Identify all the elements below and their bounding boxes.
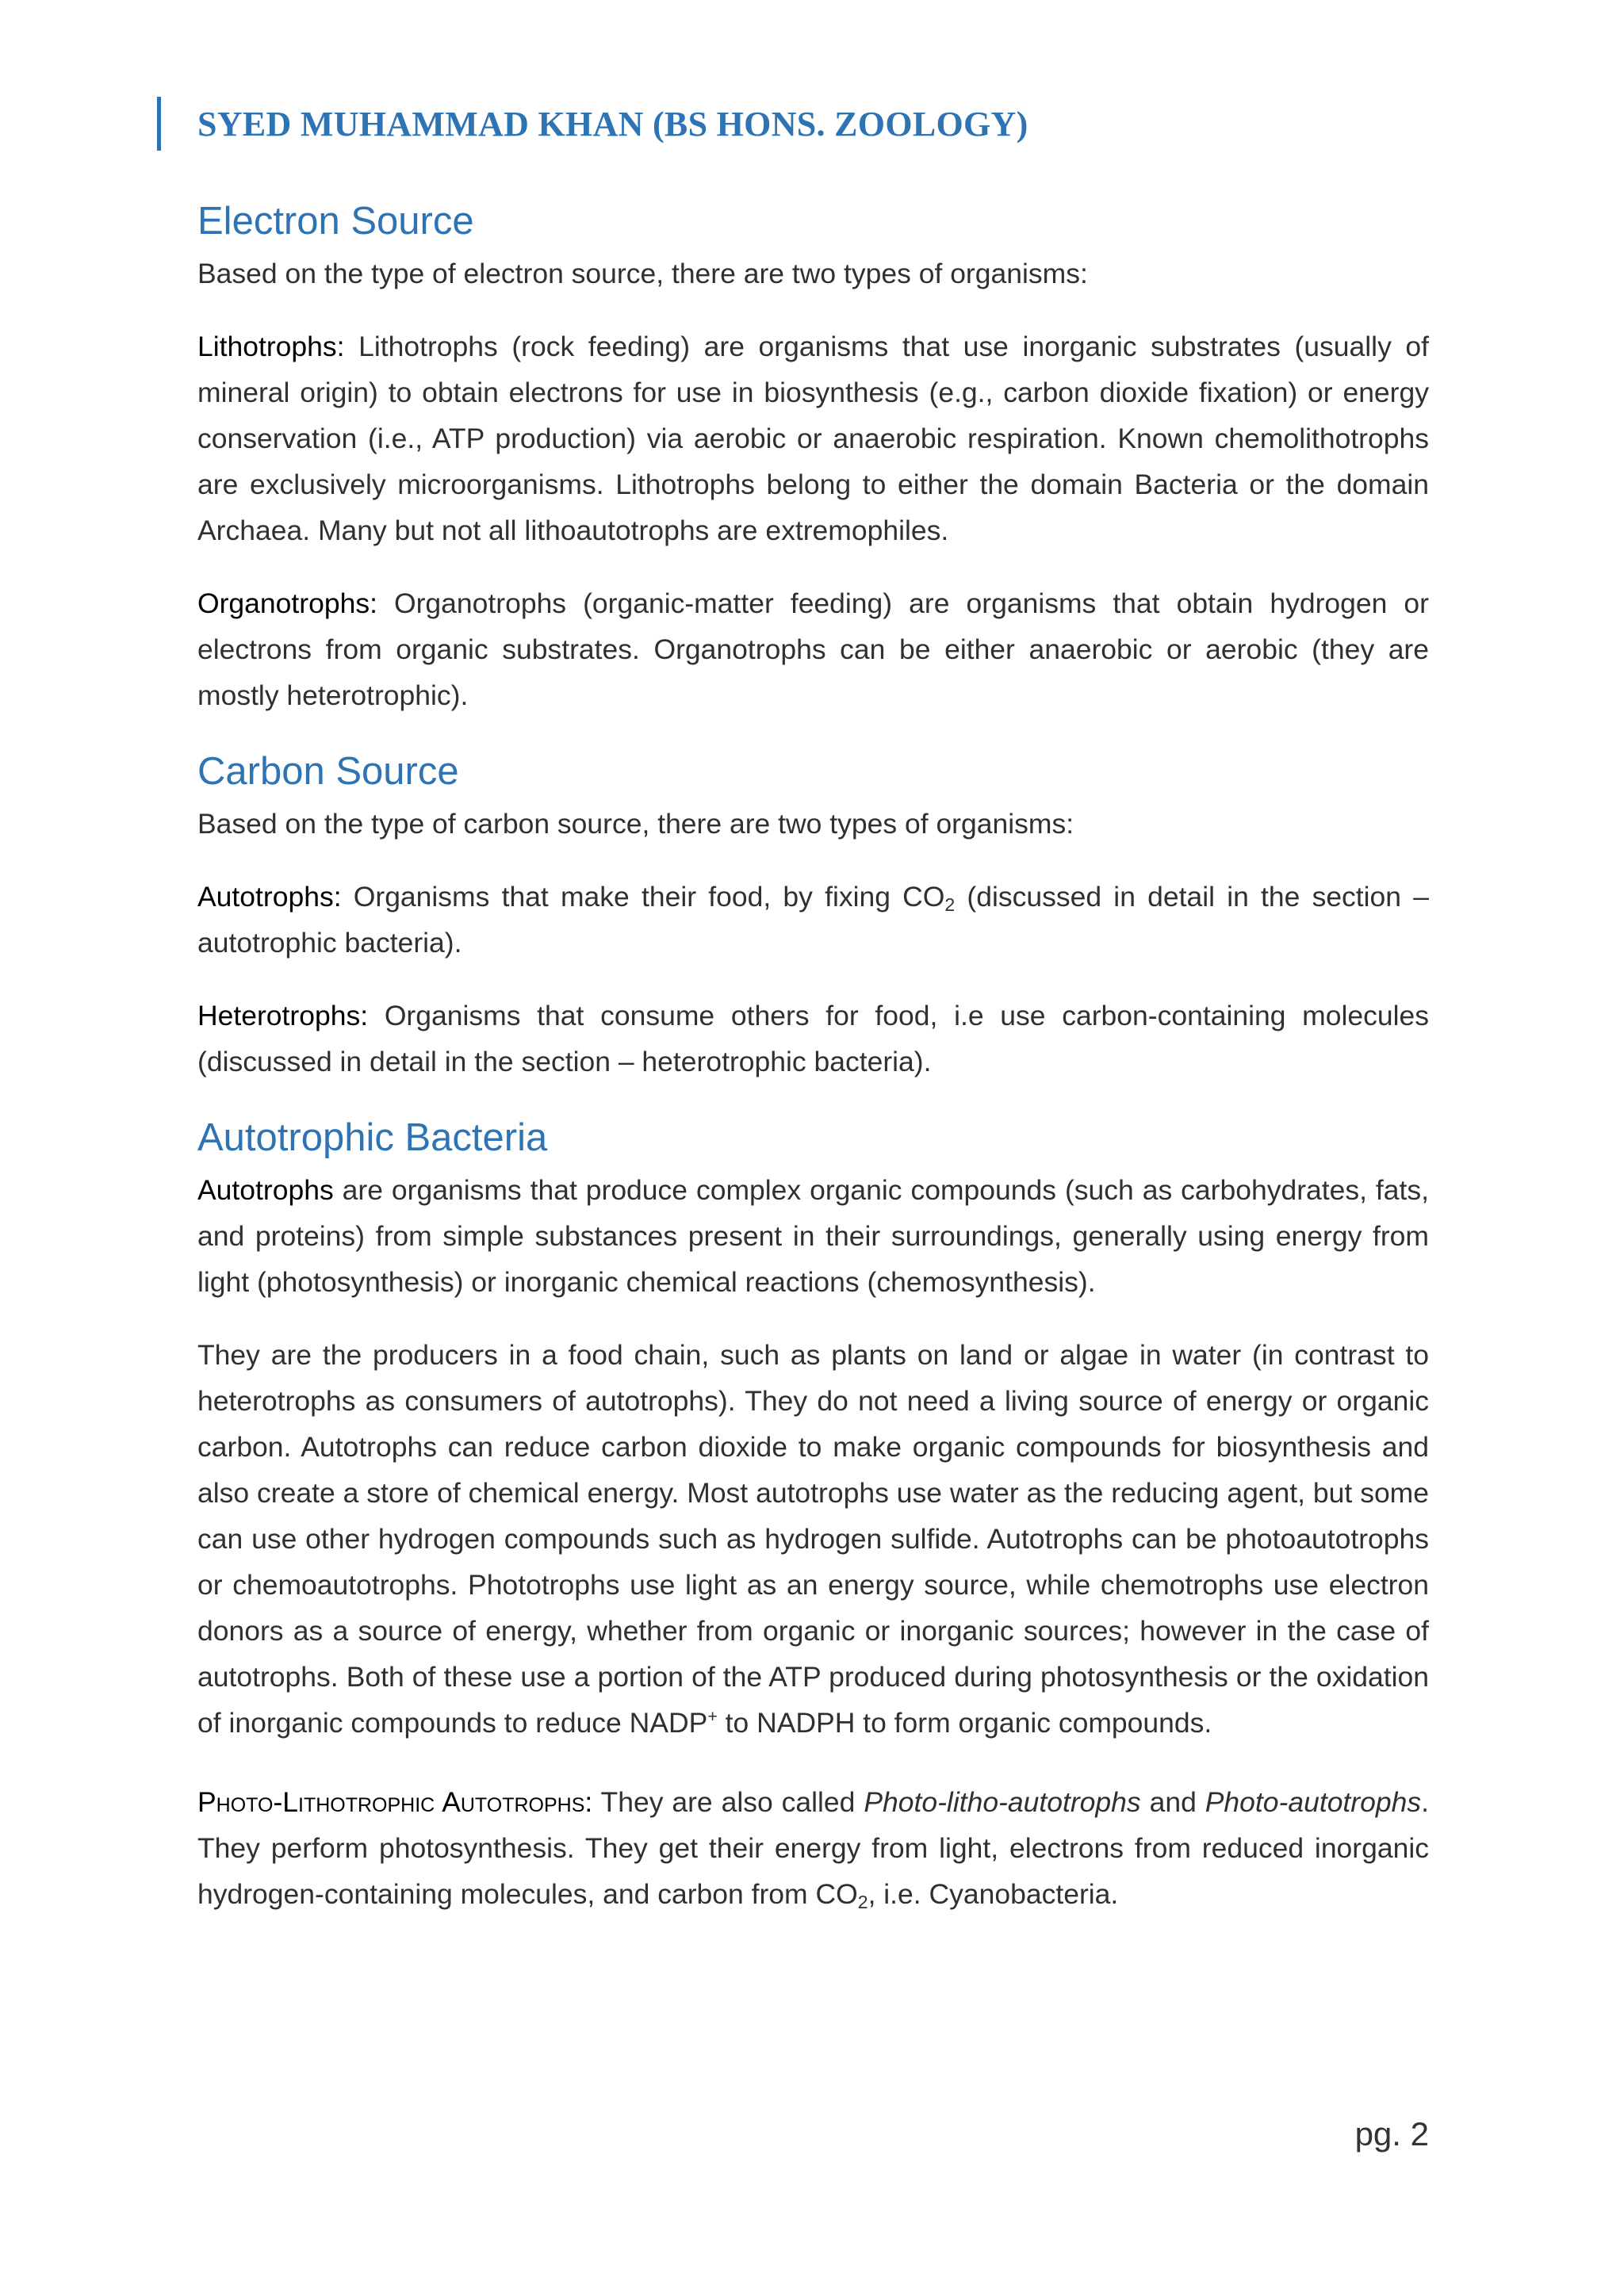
text-heterotrophs: Organisms that consume others for food, i.e use carbon-containing molecules (discussed in detail in the section – heterotrophic bacteria). xyxy=(197,1000,1429,1077)
paragraph-producers xyxy=(197,1332,1429,1746)
paragraph-autotrophs-definition xyxy=(197,1167,1429,1305)
text-organotrophs: Organotrophs (organic-matter feeding) are organisms that obtain hydrogen or electrons from organic substrates. Organotrophs can be either anaerobic or aerobic (they are mostly heterotrophic). xyxy=(197,587,1429,711)
section-carbon-source xyxy=(197,745,1429,1085)
paragraph-photo-lithotrophic xyxy=(197,1779,1429,1917)
paragraph-autotrophs xyxy=(197,874,1429,966)
text-photo-a: They are also called xyxy=(592,1786,864,1818)
term-heterotrophs: Heterotrophs: xyxy=(197,1000,369,1031)
text-producers-b: to NADPH to form organic compounds. xyxy=(717,1707,1212,1739)
section-electron-source xyxy=(197,195,1429,718)
term-photo-lithotrophic-autotrophs: Photo-Lithotrophic Autotrophs: xyxy=(197,1786,593,1818)
paragraph-electron-intro: Based on the type of electron source, there are two types of organisms: xyxy=(197,258,1088,289)
italic-photo-litho-autotrophs: Photo-litho-autotrophs xyxy=(864,1786,1141,1818)
text-autotrophs-b: (discussed in detail in the section – autotrophic bacteria). xyxy=(197,881,1429,959)
term-autotrophs: Autotrophs: xyxy=(197,881,342,913)
term-lithotrophs: Lithotrophs: xyxy=(197,331,345,362)
page-header xyxy=(157,97,1028,151)
italic-photo-autotrophs: Photo-autotrophs xyxy=(1205,1786,1422,1818)
paragraph-lithotrophs xyxy=(197,323,1429,553)
paragraph-heterotrophs xyxy=(197,993,1429,1085)
section-autotrophic-bacteria xyxy=(197,1112,1429,1917)
term-organotrophs: Organotrophs: xyxy=(197,587,377,619)
text-photo-d: , i.e. Cyanobacteria. xyxy=(868,1878,1119,1910)
subscript-2: 2 xyxy=(944,894,956,915)
text-producers-a: They are the producers in a food chain, such as plants on land or algae in water (in contrast to heterotrophs as consumers of autotrophs). They do not need a living source of energy or organic carbon. Autotrophs can reduce carbon dioxide to make organic compounds for biosynthesis and also create a store of chemical energy. Most autotrophs use water as the reducing agent, but some can use other hydrogen compounds such as hydrogen sulfide. Autotrophs can be photoautotrophs or chemoautotrophs. Phototrophs use light as an energy source, while chemotrophs use electron donors as a source of energy, whether from organic or inorganic sources; however in the case of autotrophs. Both of these use a portion of the ATP produced during photosynthesis or the oxidation of inorganic compounds to reduce NADP xyxy=(197,1339,1429,1739)
page-content xyxy=(197,195,1429,1944)
text-autotrophs-a: Organisms that make their food, by fixing CO xyxy=(341,881,945,913)
term-autotrophs-bold: Autotrophs xyxy=(197,1174,334,1206)
paragraph-organotrophs xyxy=(197,580,1429,718)
superscript-plus: + xyxy=(707,1707,718,1727)
text-lithotrophs: Lithotrophs (rock feeding) are organisms that use inorganic substrates (usually of mineral origin) to obtain electrons for use in biosynthesis (e.g., carbon dioxide fixation) or energy conservation (i.e., ATP production) via aerobic or anaerobic respiration. Known chemolithotrophs are exclusively microorganisms. Lithotrophs belong to either the domain Bacteria or the domain Archaea. Many but not all lithoautotrophs are extremophiles. xyxy=(197,331,1429,546)
heading-carbon-source: Carbon Source xyxy=(197,750,459,793)
paragraph-carbon-intro: Based on the type of carbon source, there are two types of organisms: xyxy=(197,808,1074,840)
author-title: SYED MUHAMMAD KHAN (BS HONS. ZOOLOGY) xyxy=(197,104,1028,144)
text-photo-b: and xyxy=(1140,1786,1205,1818)
heading-autotrophic-bacteria: Autotrophic Bacteria xyxy=(197,1116,548,1159)
page-number: pg. 2 xyxy=(1354,2115,1429,2152)
text-photo-c: . They perform photosynthesis. They get their energy from light, electrons from reduced inorganic hydrogen-containing molecules, and carbon from CO xyxy=(197,1786,1429,1910)
heading-electron-source: Electron Source xyxy=(197,200,474,243)
text-autotrophs-definition: are organisms that produce complex organic compounds (such as carbohydrates, fats, and proteins) from simple substances present in their surroundings, generally using energy from light (photosynthesis) or inorganic chemical reactions (chemosynthesis). xyxy=(197,1174,1429,1298)
subscript-2-co2: 2 xyxy=(857,1891,868,1912)
